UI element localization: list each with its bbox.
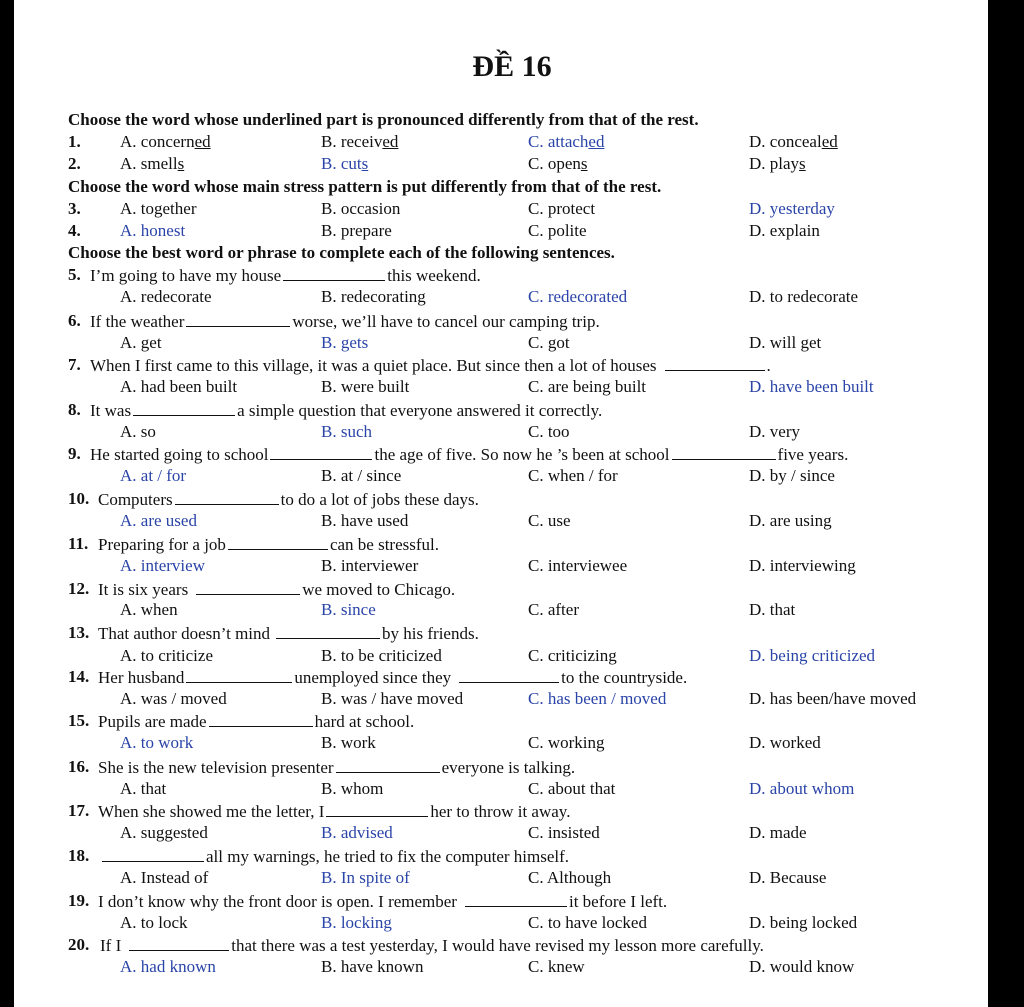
question-4 bbox=[0, 220, 1024, 242]
question-6-options bbox=[0, 332, 1024, 354]
option-a[interactable]: A. get bbox=[120, 333, 162, 352]
option-c[interactable]: C. opens bbox=[528, 154, 588, 173]
section-completion-heading: Choose the best word or phrase to complete each of the following sentences. bbox=[68, 243, 615, 262]
option-d[interactable]: D. will get bbox=[749, 333, 822, 352]
option-d[interactable]: D. concealed bbox=[749, 132, 838, 151]
option-d[interactable]: D. being locked bbox=[749, 913, 858, 932]
answer-blank[interactable] bbox=[672, 443, 776, 460]
option-c[interactable]: C. use bbox=[528, 511, 571, 530]
question-number: 18. bbox=[68, 846, 90, 865]
option-b[interactable]: B. have known bbox=[321, 957, 424, 976]
question-20-options bbox=[0, 956, 1024, 978]
option-b[interactable]: B. such bbox=[321, 422, 372, 441]
answer-blank[interactable] bbox=[186, 666, 292, 683]
option-d[interactable]: D. very bbox=[749, 422, 800, 441]
option-c[interactable]: C. protect bbox=[528, 199, 596, 218]
option-c[interactable]: C. are being built bbox=[528, 377, 647, 396]
question-14-stem bbox=[0, 666, 1024, 688]
option-c[interactable]: C. insisted bbox=[528, 823, 600, 842]
question-number: 20. bbox=[68, 935, 90, 954]
option-c[interactable]: C. when / for bbox=[528, 466, 618, 485]
question-19-stem bbox=[0, 890, 1024, 912]
question-9-options bbox=[0, 465, 1024, 487]
question-text: She is the new television presenter everyone is talking. bbox=[98, 758, 576, 777]
option-d[interactable]: D. made bbox=[749, 823, 807, 842]
question-8-stem bbox=[0, 399, 1024, 421]
option-b[interactable]: B. interviewer bbox=[321, 556, 419, 575]
option-d[interactable]: D. yesterday bbox=[749, 199, 835, 218]
question-text: Preparing for a job can be stressful. bbox=[98, 535, 439, 554]
question-text: That author doesn’t mind by his friends. bbox=[98, 624, 479, 643]
question-text: He started going to school the age of five. So now he ’s been at school five years. bbox=[90, 445, 849, 464]
question-17-stem bbox=[0, 800, 1024, 822]
question-9-stem bbox=[0, 443, 1024, 465]
question-number: 12. bbox=[68, 579, 90, 598]
option-b[interactable]: B. have used bbox=[321, 511, 409, 530]
question-number: 17. bbox=[68, 801, 90, 820]
option-d[interactable]: D. to redecorate bbox=[749, 287, 859, 306]
question-7-options bbox=[0, 376, 1024, 398]
option-b[interactable]: B. was / have moved bbox=[321, 689, 464, 708]
option-d[interactable]: D. would know bbox=[749, 957, 855, 976]
option-a[interactable]: A. to lock bbox=[120, 913, 188, 932]
question-text: When I first came to this village, it was a quiet place. But since then a lot of houses . bbox=[90, 356, 771, 375]
option-b[interactable]: B. locking bbox=[321, 913, 392, 932]
option-d[interactable]: D. has been/have moved bbox=[749, 689, 917, 708]
question-number: 6. bbox=[68, 311, 81, 330]
option-d[interactable]: D. that bbox=[749, 600, 796, 619]
question-text: Computers to do a lot of jobs these days. bbox=[98, 490, 479, 509]
option-c[interactable]: C. to have locked bbox=[528, 913, 647, 932]
question-number: 19. bbox=[68, 891, 90, 910]
question-10-stem bbox=[0, 488, 1024, 510]
option-b[interactable]: B. to be criticized bbox=[321, 646, 442, 665]
question-13-options bbox=[0, 645, 1024, 667]
question-5-options bbox=[0, 286, 1024, 308]
option-a[interactable]: A. that bbox=[120, 779, 167, 798]
question-text: When she showed me the letter, I her to throw it away. bbox=[98, 802, 571, 821]
question-16-options bbox=[0, 778, 1024, 800]
option-a[interactable]: A. was / moved bbox=[120, 689, 227, 708]
question-11-options bbox=[0, 555, 1024, 577]
answer-blank[interactable] bbox=[196, 578, 300, 595]
question-15-options bbox=[0, 732, 1024, 754]
option-b[interactable]: B. advised bbox=[321, 823, 393, 842]
answer-blank[interactable] bbox=[186, 310, 290, 327]
question-number: 3. bbox=[68, 199, 81, 218]
question-text: If I that there was a test yesterday, I would have revised my lesson more carefully. bbox=[100, 936, 764, 955]
option-d[interactable]: D. being criticized bbox=[749, 646, 876, 665]
option-d[interactable]: D. Because bbox=[749, 868, 827, 887]
question-text: I don’t know why the front door is open. I remember it before I left. bbox=[98, 892, 668, 911]
option-d[interactable]: D. about whom bbox=[749, 779, 855, 798]
question-number: 5. bbox=[68, 265, 81, 284]
option-d[interactable]: D. worked bbox=[749, 733, 821, 752]
question-10-options bbox=[0, 510, 1024, 532]
option-c[interactable]: C. redecorated bbox=[528, 287, 628, 306]
option-a[interactable]: A. at / for bbox=[120, 466, 187, 485]
answer-blank[interactable] bbox=[228, 533, 328, 550]
option-b[interactable]: B. since bbox=[321, 600, 376, 619]
option-a[interactable]: A. when bbox=[120, 600, 178, 619]
option-c[interactable]: C. criticizing bbox=[528, 646, 617, 665]
question-text: all my warnings, he tried to fix the computer himself. bbox=[100, 845, 569, 868]
question-text: Her husband unemployed since they to the countryside. bbox=[98, 668, 688, 687]
option-c[interactable]: C. got bbox=[528, 333, 570, 352]
question-18-stem bbox=[0, 845, 1024, 867]
question-text: Pupils are made hard at school. bbox=[98, 712, 415, 731]
option-d[interactable]: D. are using bbox=[749, 511, 832, 530]
option-c[interactable]: C. Although bbox=[528, 868, 612, 887]
question-2 bbox=[0, 153, 1024, 175]
question-14-options bbox=[0, 688, 1024, 710]
answer-blank[interactable] bbox=[459, 666, 559, 683]
question-1 bbox=[0, 131, 1024, 153]
option-a[interactable]: A. interview bbox=[120, 556, 205, 575]
question-19-options bbox=[0, 912, 1024, 934]
option-a[interactable]: A. to work bbox=[120, 733, 194, 752]
option-c[interactable]: C. interviewee bbox=[528, 556, 628, 575]
question-number: 13. bbox=[68, 623, 90, 642]
option-b[interactable]: B. prepare bbox=[321, 221, 392, 240]
option-b[interactable]: B. whom bbox=[321, 779, 384, 798]
answer-blank[interactable] bbox=[326, 800, 428, 817]
option-b[interactable]: B. cuts bbox=[321, 154, 369, 173]
option-d[interactable]: D. explain bbox=[749, 221, 820, 240]
question-15-stem bbox=[0, 710, 1024, 732]
option-c[interactable]: C. after bbox=[528, 600, 579, 619]
option-c[interactable]: C. too bbox=[528, 422, 570, 441]
option-c[interactable]: C. attached bbox=[528, 132, 605, 151]
question-number: 15. bbox=[68, 711, 90, 730]
option-a[interactable]: A. are used bbox=[120, 511, 197, 530]
option-a[interactable]: A. together bbox=[120, 199, 197, 218]
option-a[interactable]: A. concerned bbox=[120, 132, 211, 151]
option-c[interactable]: C. polite bbox=[528, 221, 587, 240]
question-number: 10. bbox=[68, 489, 90, 508]
option-a[interactable]: A. honest bbox=[120, 221, 186, 240]
question-number: 14. bbox=[68, 667, 90, 686]
option-a[interactable]: A. so bbox=[120, 422, 156, 441]
question-text: It was a simple question that everyone answered it correctly. bbox=[90, 401, 603, 420]
option-a[interactable]: A. redecorate bbox=[120, 287, 212, 306]
option-d[interactable]: D. interviewing bbox=[749, 556, 856, 575]
option-b[interactable]: B. at / since bbox=[321, 466, 402, 485]
section-stress-heading: Choose the word whose main stress pattern is put differently from that of the rest. bbox=[68, 177, 662, 196]
option-d[interactable]: D. by / since bbox=[749, 466, 835, 485]
answer-blank[interactable] bbox=[209, 710, 313, 727]
question-number: 9. bbox=[68, 444, 81, 463]
option-c[interactable]: C. has been / moved bbox=[528, 689, 667, 708]
question-number: 4. bbox=[68, 221, 81, 240]
question-17-options bbox=[0, 822, 1024, 844]
answer-blank[interactable] bbox=[276, 622, 380, 639]
answer-blank[interactable] bbox=[465, 890, 567, 907]
option-c[interactable]: C. knew bbox=[528, 957, 585, 976]
answer-blank[interactable] bbox=[665, 354, 765, 371]
question-20-stem bbox=[0, 934, 1024, 956]
question-number: 7. bbox=[68, 355, 81, 374]
question-number: 16. bbox=[68, 757, 90, 776]
answer-blank[interactable] bbox=[102, 845, 204, 862]
question-number: 2. bbox=[68, 154, 81, 173]
question-12-stem bbox=[0, 578, 1024, 600]
question-5-stem bbox=[0, 264, 1024, 286]
question-7-stem bbox=[0, 354, 1024, 376]
option-c[interactable]: C. working bbox=[528, 733, 605, 752]
question-text: It is six years we moved to Chicago. bbox=[98, 580, 456, 599]
answer-blank[interactable] bbox=[175, 488, 279, 505]
option-b[interactable]: B. In spite of bbox=[321, 868, 410, 887]
option-a[interactable]: A. had known bbox=[120, 957, 216, 976]
question-number: 11. bbox=[68, 534, 89, 553]
question-18-options bbox=[0, 867, 1024, 889]
option-a[interactable]: A. smells bbox=[120, 154, 185, 173]
page-title: ĐỀ 16 bbox=[472, 50, 552, 83]
option-a[interactable]: A. to criticize bbox=[120, 646, 213, 665]
answer-blank[interactable] bbox=[336, 756, 440, 773]
option-b[interactable]: B. gets bbox=[321, 333, 369, 352]
option-b[interactable]: B. were built bbox=[321, 377, 410, 396]
question-13-stem bbox=[0, 622, 1024, 644]
question-number: 8. bbox=[68, 400, 81, 419]
question-16-stem bbox=[0, 756, 1024, 778]
answer-blank[interactable] bbox=[270, 443, 372, 460]
answer-blank[interactable] bbox=[283, 264, 385, 281]
question-3 bbox=[0, 198, 1024, 220]
question-number: 1. bbox=[68, 132, 81, 151]
question-text: If the weather worse, we’ll have to cancel our camping trip. bbox=[90, 312, 600, 331]
answer-blank[interactable] bbox=[133, 399, 235, 416]
option-b[interactable]: B. occasion bbox=[321, 199, 401, 218]
question-6-stem bbox=[0, 310, 1024, 332]
option-d[interactable]: D. plays bbox=[749, 154, 806, 173]
option-d[interactable]: D. have been built bbox=[749, 377, 874, 396]
question-12-options bbox=[0, 599, 1024, 621]
question-8-options bbox=[0, 421, 1024, 443]
option-b[interactable]: B. redecorating bbox=[321, 287, 426, 306]
question-text: I’m going to have my house this weekend. bbox=[90, 266, 481, 285]
option-a[interactable]: A. suggested bbox=[120, 823, 208, 842]
answer-blank[interactable] bbox=[129, 934, 229, 951]
option-b[interactable]: B. received bbox=[321, 132, 399, 151]
option-a[interactable]: A. had been built bbox=[120, 377, 238, 396]
option-a[interactable]: A. Instead of bbox=[120, 868, 209, 887]
question-11-stem bbox=[0, 533, 1024, 555]
section-pronunciation-heading: Choose the word whose underlined part is pronounced differently from that of the rest. bbox=[68, 110, 699, 129]
option-c[interactable]: C. about that bbox=[528, 779, 616, 798]
option-b[interactable]: B. work bbox=[321, 733, 376, 752]
